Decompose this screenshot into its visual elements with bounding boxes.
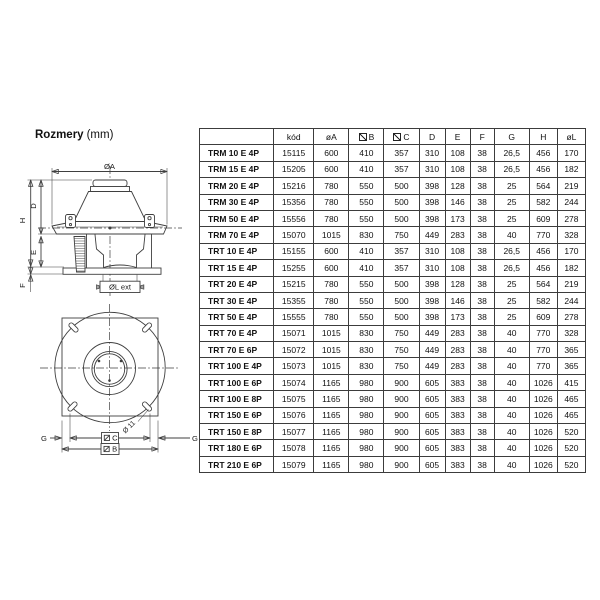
value-cell: 550 (349, 210, 384, 226)
value-cell: 449 (419, 358, 445, 374)
value-cell: 38 (470, 276, 494, 292)
value-cell: 357 (384, 260, 419, 276)
value-cell: 415 (557, 374, 585, 390)
model-cell: TRM 10 E 4P (200, 145, 274, 161)
title-unit: (mm) (86, 129, 114, 141)
value-cell: 750 (384, 358, 419, 374)
table-row (200, 407, 586, 423)
value-cell: 38 (470, 456, 494, 472)
value-cell: 15216 (274, 178, 314, 194)
value-cell: 38 (470, 342, 494, 358)
value-cell: 582 (529, 292, 557, 308)
model-cell: TRT 150 E 6P (200, 407, 274, 423)
value-cell: 500 (384, 309, 419, 325)
value-cell: 900 (384, 424, 419, 440)
value-cell: 146 (445, 194, 470, 210)
value-cell: 40 (494, 440, 529, 456)
value-cell: 500 (384, 178, 419, 194)
value-cell: 128 (445, 276, 470, 292)
value-cell: 1015 (314, 342, 349, 358)
column-header: G (494, 129, 529, 145)
value-cell: 520 (557, 424, 585, 440)
value-cell: 15356 (274, 194, 314, 210)
value-cell: 38 (470, 407, 494, 423)
value-cell: 500 (384, 194, 419, 210)
value-cell: 15355 (274, 292, 314, 308)
value-cell: 38 (470, 260, 494, 276)
value-cell: 15073 (274, 358, 314, 374)
value-cell: 146 (445, 292, 470, 308)
hole-diameter-label: Ø 11 (121, 419, 138, 436)
value-cell: 283 (445, 342, 470, 358)
column-header: B (349, 129, 384, 145)
dim-label-l-ext: ØL ext (108, 282, 132, 292)
column-header: F (470, 129, 494, 145)
value-cell: 449 (419, 342, 445, 358)
value-cell: 449 (419, 227, 445, 243)
value-cell: 398 (419, 178, 445, 194)
table-row (200, 391, 586, 407)
value-cell: 1026 (529, 407, 557, 423)
value-cell: 456 (529, 260, 557, 276)
value-cell: 830 (349, 227, 384, 243)
value-cell: 383 (445, 391, 470, 407)
value-cell: 398 (419, 210, 445, 226)
value-cell: 830 (349, 342, 384, 358)
table-row (200, 342, 586, 358)
value-cell: 15255 (274, 260, 314, 276)
value-cell: 15155 (274, 243, 314, 259)
value-cell: 383 (445, 456, 470, 472)
table-row (200, 194, 586, 210)
column-header: H (529, 129, 557, 145)
value-cell: 500 (384, 276, 419, 292)
value-cell: 780 (314, 276, 349, 292)
value-cell: 900 (384, 456, 419, 472)
value-cell: 38 (470, 145, 494, 161)
value-cell: 108 (445, 243, 470, 259)
bracket-left (66, 215, 76, 228)
value-cell: 219 (557, 276, 585, 292)
value-cell: 383 (445, 374, 470, 390)
value-cell: 173 (445, 309, 470, 325)
table-row (200, 440, 586, 456)
value-cell: 410 (349, 243, 384, 259)
value-cell: 1165 (314, 391, 349, 407)
dim-label-d: D (29, 203, 39, 209)
value-cell: 398 (419, 194, 445, 210)
value-cell: 26,5 (494, 243, 529, 259)
value-cell: 38 (470, 358, 494, 374)
value-cell: 15078 (274, 440, 314, 456)
dim-label-diameter-a: ØA (104, 162, 115, 172)
model-cell: TRT 100 E 6P (200, 374, 274, 390)
value-cell: 398 (419, 276, 445, 292)
value-cell: 38 (470, 391, 494, 407)
value-cell: 900 (384, 440, 419, 456)
square-dimension-icon (359, 133, 367, 141)
bolt-slot (68, 322, 79, 333)
value-cell: 770 (529, 227, 557, 243)
value-cell: 980 (349, 440, 384, 456)
value-cell: 980 (349, 374, 384, 390)
column-header: D (419, 129, 445, 145)
value-cell: 520 (557, 456, 585, 472)
dim-label-square-b: B (112, 444, 118, 454)
value-cell: 550 (349, 309, 384, 325)
top-view (40, 304, 198, 455)
dim-label-g-right: G (192, 434, 198, 443)
value-cell: 25 (494, 276, 529, 292)
model-cell: TRT 100 E 8P (200, 391, 274, 407)
column-header: C (384, 129, 419, 145)
value-cell: 15205 (274, 161, 314, 177)
value-cell: 244 (557, 194, 585, 210)
value-cell: 38 (470, 309, 494, 325)
value-cell: 40 (494, 358, 529, 374)
value-cell: 244 (557, 292, 585, 308)
table-row (200, 178, 586, 194)
value-cell: 980 (349, 456, 384, 472)
value-cell: 310 (419, 260, 445, 276)
value-cell: 780 (314, 309, 349, 325)
column-header: kód (274, 129, 314, 145)
value-cell: 40 (494, 227, 529, 243)
value-cell: 456 (529, 243, 557, 259)
value-cell: 357 (384, 161, 419, 177)
value-cell: 38 (470, 194, 494, 210)
bracket-right (145, 215, 155, 228)
value-cell: 780 (314, 194, 349, 210)
dim-c-b-g (41, 414, 198, 455)
value-cell: 310 (419, 243, 445, 259)
value-cell: 278 (557, 210, 585, 226)
value-cell: 770 (529, 358, 557, 374)
value-cell: 26,5 (494, 161, 529, 177)
value-cell: 410 (349, 260, 384, 276)
dimensions-table (199, 128, 586, 473)
value-cell: 15074 (274, 374, 314, 390)
value-cell: 780 (314, 210, 349, 226)
value-cell: 173 (445, 210, 470, 226)
value-cell: 15556 (274, 210, 314, 226)
value-cell: 600 (314, 260, 349, 276)
value-cell: 1165 (314, 424, 349, 440)
value-cell: 310 (419, 161, 445, 177)
value-cell: 456 (529, 145, 557, 161)
motor-cone (74, 192, 146, 222)
page-title (35, 129, 113, 141)
value-cell: 1026 (529, 391, 557, 407)
value-cell: 383 (445, 407, 470, 423)
column-header: øL (557, 129, 585, 145)
value-cell: 38 (470, 161, 494, 177)
table-header (200, 129, 586, 145)
bolt-slot (141, 401, 152, 412)
value-cell: 182 (557, 161, 585, 177)
table-row (200, 292, 586, 308)
model-cell: TRM 15 E 4P (200, 161, 274, 177)
value-cell: 780 (314, 178, 349, 194)
model-cell: TRM 70 E 4P (200, 227, 274, 243)
square-dimension-icon (393, 133, 401, 141)
value-cell: 1165 (314, 374, 349, 390)
model-cell: TRT 180 E 6P (200, 440, 274, 456)
value-cell: 365 (557, 342, 585, 358)
model-cell: TRT 210 E 6P (200, 456, 274, 472)
model-cell: TRT 150 E 8P (200, 424, 274, 440)
value-cell: 219 (557, 178, 585, 194)
table-row (200, 325, 586, 341)
table-row (200, 210, 586, 226)
title-text: Rozmery (35, 129, 84, 141)
value-cell: 550 (349, 178, 384, 194)
value-cell: 40 (494, 342, 529, 358)
value-cell: 980 (349, 391, 384, 407)
value-cell: 980 (349, 407, 384, 423)
value-cell: 182 (557, 260, 585, 276)
value-cell: 40 (494, 456, 529, 472)
table-row (200, 260, 586, 276)
value-cell: 283 (445, 227, 470, 243)
value-cell: 770 (529, 325, 557, 341)
value-cell: 40 (494, 424, 529, 440)
value-cell: 283 (445, 325, 470, 341)
value-cell: 383 (445, 424, 470, 440)
value-cell: 328 (557, 227, 585, 243)
value-cell: 357 (384, 243, 419, 259)
scroll-housing (95, 235, 145, 268)
value-cell: 15075 (274, 391, 314, 407)
model-cell: TRM 30 E 4P (200, 194, 274, 210)
value-cell: 830 (349, 358, 384, 374)
value-cell: 600 (314, 243, 349, 259)
value-cell: 38 (470, 424, 494, 440)
dim-label-g-left: G (41, 434, 47, 443)
dim-f (18, 261, 31, 292)
value-cell: 582 (529, 194, 557, 210)
value-cell: 605 (419, 456, 445, 472)
value-cell: 750 (384, 342, 419, 358)
value-cell: 15072 (274, 342, 314, 358)
value-cell: 609 (529, 210, 557, 226)
dim-label-h: H (18, 217, 27, 224)
value-cell: 25 (494, 309, 529, 325)
model-cell: TRT 30 E 4P (200, 292, 274, 308)
value-cell: 600 (314, 145, 349, 161)
fan-side-body (38, 180, 182, 274)
value-cell: 770 (529, 342, 557, 358)
value-cell: 410 (349, 161, 384, 177)
value-cell: 108 (445, 260, 470, 276)
value-cell: 1026 (529, 440, 557, 456)
value-cell: 410 (349, 145, 384, 161)
motor-cap-band (91, 187, 130, 192)
value-cell: 25 (494, 292, 529, 308)
value-cell: 449 (419, 325, 445, 341)
model-cell: TRT 20 E 4P (200, 276, 274, 292)
value-cell: 750 (384, 325, 419, 341)
value-cell: 108 (445, 145, 470, 161)
value-cell: 15070 (274, 227, 314, 243)
value-cell: 26,5 (494, 260, 529, 276)
value-cell: 1026 (529, 424, 557, 440)
column-header: øA (314, 129, 349, 145)
model-cell: TRM 50 E 4P (200, 210, 274, 226)
value-cell: 830 (349, 325, 384, 341)
value-cell: 38 (470, 178, 494, 194)
model-cell: TRT 70 E 6P (200, 342, 274, 358)
value-cell: 900 (384, 374, 419, 390)
value-cell: 465 (557, 391, 585, 407)
header-row (200, 129, 586, 145)
table-row (200, 358, 586, 374)
value-cell: 108 (445, 161, 470, 177)
side-view (18, 162, 182, 296)
value-cell: 550 (349, 194, 384, 210)
value-cell: 1165 (314, 440, 349, 456)
model-cell: TRT 100 E 4P (200, 358, 274, 374)
dim-label-e: E (29, 249, 39, 256)
value-cell: 564 (529, 178, 557, 194)
value-cell: 25 (494, 194, 529, 210)
value-cell: 1165 (314, 456, 349, 472)
value-cell: 283 (445, 358, 470, 374)
value-cell: 605 (419, 374, 445, 390)
value-cell: 328 (557, 325, 585, 341)
model-cell: TRT 50 E 4P (200, 309, 274, 325)
value-cell: 15077 (274, 424, 314, 440)
table-body (200, 145, 586, 473)
value-cell: 605 (419, 407, 445, 423)
model-cell: TRT 10 E 4P (200, 243, 274, 259)
hole-callout (122, 410, 149, 436)
dim-label-f: F (18, 283, 27, 288)
column-header (200, 129, 274, 145)
table-row (200, 424, 586, 440)
value-cell: 383 (445, 440, 470, 456)
value-cell: 38 (470, 374, 494, 390)
value-cell: 500 (384, 210, 419, 226)
table-row (200, 374, 586, 390)
table-row (200, 243, 586, 259)
value-cell: 38 (470, 325, 494, 341)
value-cell: 40 (494, 325, 529, 341)
fan-dimension-drawing (0, 145, 200, 475)
value-cell: 605 (419, 440, 445, 456)
value-cell: 170 (557, 145, 585, 161)
value-cell: 357 (384, 145, 419, 161)
value-cell: 25 (494, 210, 529, 226)
value-cell: 15215 (274, 276, 314, 292)
value-cell: 605 (419, 391, 445, 407)
value-cell: 365 (557, 358, 585, 374)
value-cell: 25 (494, 178, 529, 194)
value-cell: 465 (557, 407, 585, 423)
base-plate (62, 318, 158, 416)
model-cell: TRM 20 E 4P (200, 178, 274, 194)
bolt-slot (67, 401, 78, 412)
column-header: E (445, 129, 470, 145)
value-cell: 500 (384, 292, 419, 308)
value-cell: 40 (494, 407, 529, 423)
value-cell: 520 (557, 440, 585, 456)
value-cell: 550 (349, 292, 384, 308)
motor-cap (93, 180, 127, 187)
value-cell: 38 (470, 227, 494, 243)
value-cell: 15555 (274, 309, 314, 325)
value-cell: 600 (314, 161, 349, 177)
value-cell: 1015 (314, 358, 349, 374)
model-cell: TRT 70 E 4P (200, 325, 274, 341)
value-cell: 1165 (314, 407, 349, 423)
value-cell: 38 (470, 243, 494, 259)
value-cell: 170 (557, 243, 585, 259)
value-cell: 398 (419, 292, 445, 308)
value-cell: 398 (419, 309, 445, 325)
value-cell: 26,5 (494, 145, 529, 161)
value-cell: 40 (494, 391, 529, 407)
value-cell: 456 (529, 161, 557, 177)
value-cell: 15071 (274, 325, 314, 341)
value-cell: 980 (349, 424, 384, 440)
value-cell: 900 (384, 407, 419, 423)
value-cell: 40 (494, 374, 529, 390)
value-cell: 15115 (274, 145, 314, 161)
table-row (200, 145, 586, 161)
table-row (200, 276, 586, 292)
table-row (200, 456, 586, 472)
value-cell: 1026 (529, 374, 557, 390)
table-row (200, 309, 586, 325)
dim-label-square-c: C (112, 433, 118, 443)
value-cell: 900 (384, 391, 419, 407)
value-cell: 128 (445, 178, 470, 194)
value-cell: 780 (314, 292, 349, 308)
value-cell: 15079 (274, 456, 314, 472)
value-cell: 38 (470, 440, 494, 456)
value-cell: 550 (349, 276, 384, 292)
value-cell: 278 (557, 309, 585, 325)
dim-l-ext (96, 275, 144, 293)
value-cell: 1026 (529, 456, 557, 472)
model-cell: TRT 15 E 4P (200, 260, 274, 276)
value-cell: 605 (419, 424, 445, 440)
dim-e (28, 237, 65, 268)
value-cell: 38 (470, 210, 494, 226)
value-cell: 1015 (314, 325, 349, 341)
fin-block (74, 237, 85, 273)
value-cell: 609 (529, 309, 557, 325)
table-row (200, 227, 586, 243)
value-cell: 15076 (274, 407, 314, 423)
value-cell: 750 (384, 227, 419, 243)
table-row (200, 161, 586, 177)
value-cell: 310 (419, 145, 445, 161)
value-cell: 1015 (314, 227, 349, 243)
value-cell: 564 (529, 276, 557, 292)
value-cell: 38 (470, 292, 494, 308)
